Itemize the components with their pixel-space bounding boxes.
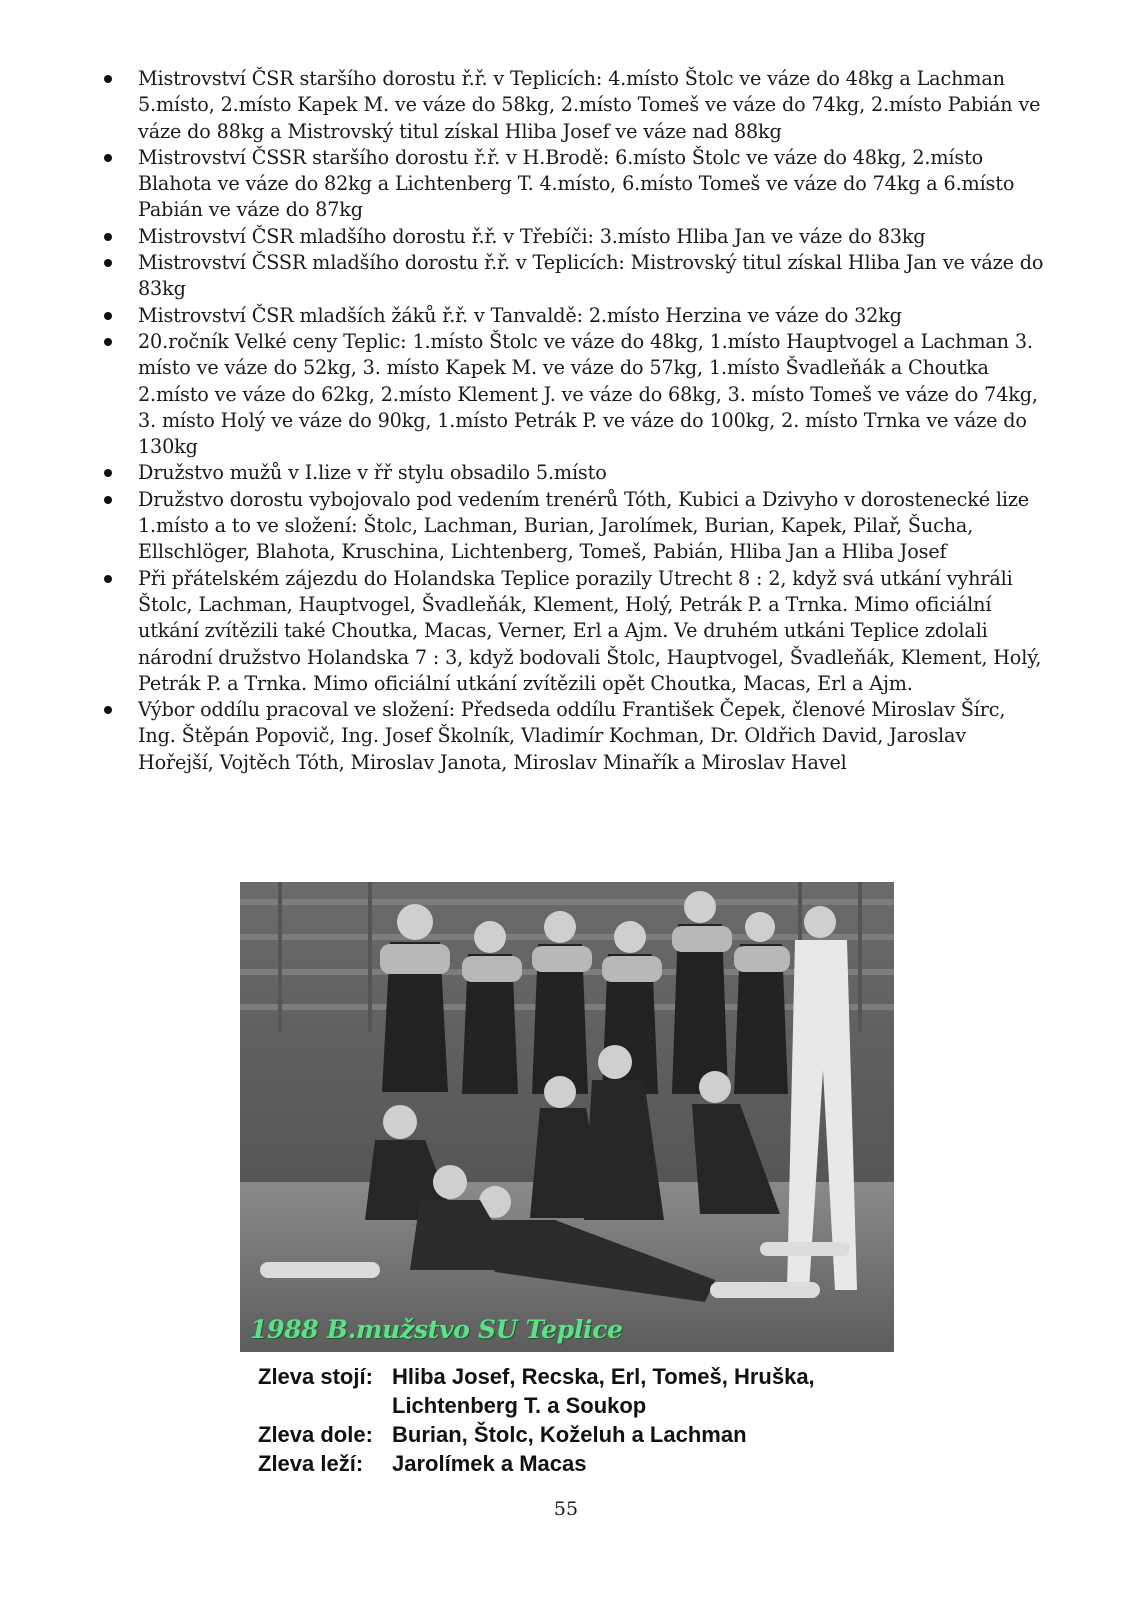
list-item: 20.ročník Velké ceny Teplic: 1.místo Štolc ve váze do 48kg, 1.místo Hauptvogel a Lachman 3. místo ve váze do 52kg, 3. místo Kapek M. ve váze do 57kg, 1.místo Švadleňák a Choutka 2.místo ve váze do 62kg, 2.místo Klement J. ve váze do 68kg, 3. místo Tomeš ve váze do 74kg, 3. místo Holý ve váze do 90kg, 1.místo Petrák P. ve váze do 100kg, 2. místo Trnka ve váze do 130kg	[104, 329, 1044, 460]
bullet-icon	[104, 706, 112, 714]
list-item: Mistrovství ČSR mladšího dorostu ř.ř. v Třebíči: 3.místo Hliba Jan ve váze do 83kg	[104, 224, 1044, 250]
caption-bottom	[258, 1420, 815, 1449]
photo-caption	[258, 1362, 815, 1478]
list-item: Mistrovství ČSR staršího dorostu ř.ř. v Teplicích: 4.místo Štolc ve váze do 48kg a Lachman 5.místo, 2.místo Kapek M. ve váze do 58kg, 2.místo Tomeš ve váze do 74kg, 2.místo Pabián ve váze do 88kg a Mistrovský titul získal Hliba Josef ve váze nad 88kg	[104, 66, 1044, 145]
list-item: Mistrovství ČSSR mladšího dorostu ř.ř. v Teplicích: Mistrovský titul získal Hliba Jan ve váze do 83kg	[104, 250, 1044, 303]
list-item: Výbor oddílu pracoval ve složení: Předseda oddílu František Čepek, členové Miroslav Šírc, Ing. Štěpán Popovič, Ing. Josef Školník, Vladimír Kochman, Dr. Oldřich David, Jaroslav Hořejší, Vojtěch Tóth, Miroslav Janota, Miroslav Minařík a Miroslav Havel	[104, 697, 1044, 776]
bullet-icon	[104, 312, 112, 320]
bullet-icon	[104, 496, 112, 504]
caption-lying-names: Jarolímek a Macas	[392, 1451, 587, 1476]
list-item: Při přátelském zájezdu do Holandska Teplice porazily Utrecht 8 : 2, když svá utkání vyhráli Štolc, Lachman, Hauptvogel, Švadleňák, Klement, Holý, Petrák P. a Trnka. Mimo oficiální utkání zvítězili také Choutka, Macas, Verner, Erl a Ajm. Ve druhém utkáni Teplice zdolali národní družstvo Holandska 7 : 3, když bodovali Štolc, Hauptvogel, Švadleňák, Klement, Holý, Petrák P. a Trnka. Mimo oficiální utkání zvítězili opět Choutka, Macas, Erl a Ajm.	[104, 566, 1044, 697]
caption-lying	[258, 1449, 815, 1478]
list-item: Mistrovství ČSR mladších žáků ř.ř. v Tanvaldě: 2.místo Herzina ve váze do 32kg	[104, 303, 1044, 329]
achievements-list	[104, 66, 1044, 776]
bullet-icon	[104, 75, 112, 83]
bullet-icon	[104, 469, 112, 477]
team-photo	[240, 882, 894, 1352]
list-item: Družstvo mužů v I.lize v řř stylu obsadilo 5.místo	[104, 460, 1044, 486]
caption-lying-label: Zleva leží:	[258, 1451, 364, 1476]
bullet-icon	[104, 259, 112, 267]
caption-standing-label: Zleva stojí:	[258, 1364, 373, 1389]
caption-standing-names: Hliba Josef, Recska, Erl, Tomeš, Hruška,	[392, 1364, 815, 1389]
caption-bottom-names: Burian, Štolc, Koželuh a Lachman	[392, 1422, 747, 1447]
list-item: Mistrovství ČSSR staršího dorostu ř.ř. v H.Brodě: 6.místo Štolc ve váze do 48kg, 2.místo Blahota ve váze do 82kg a Lichtenberg T. 4.místo, 6.místo Tomeš ve váze do 74kg a 6.místo Pabián ve váze do 87kg	[104, 145, 1044, 224]
bullet-icon	[104, 575, 112, 583]
bullet-icon	[104, 338, 112, 346]
page-number: 55	[553, 1498, 579, 1520]
list-item: Družstvo dorostu vybojovalo pod vedením trenérů Tóth, Kubici a Dzivyho v dorostenecké lize 1.místo a to ve složení: Štolc, Lachman, Burian, Jarolímek, Burian, Kapek, Pilař, Šucha, Ellschlöger, Blahota, Kruschina, Lichtenberg, Tomeš, Pabián, Hliba Jan a Hliba Josef	[104, 487, 1044, 566]
bullet-icon	[104, 233, 112, 241]
team-photo-illustration	[240, 882, 894, 1352]
caption-bottom-label: Zleva dole:	[258, 1422, 373, 1447]
caption-standing	[258, 1362, 815, 1391]
bullet-icon	[104, 154, 112, 162]
caption-standing-continued: Lichtenberg T. a Soukop	[392, 1393, 647, 1418]
photo-overlay-title: 1988 B.mužstvo SU Teplice	[250, 1315, 623, 1344]
